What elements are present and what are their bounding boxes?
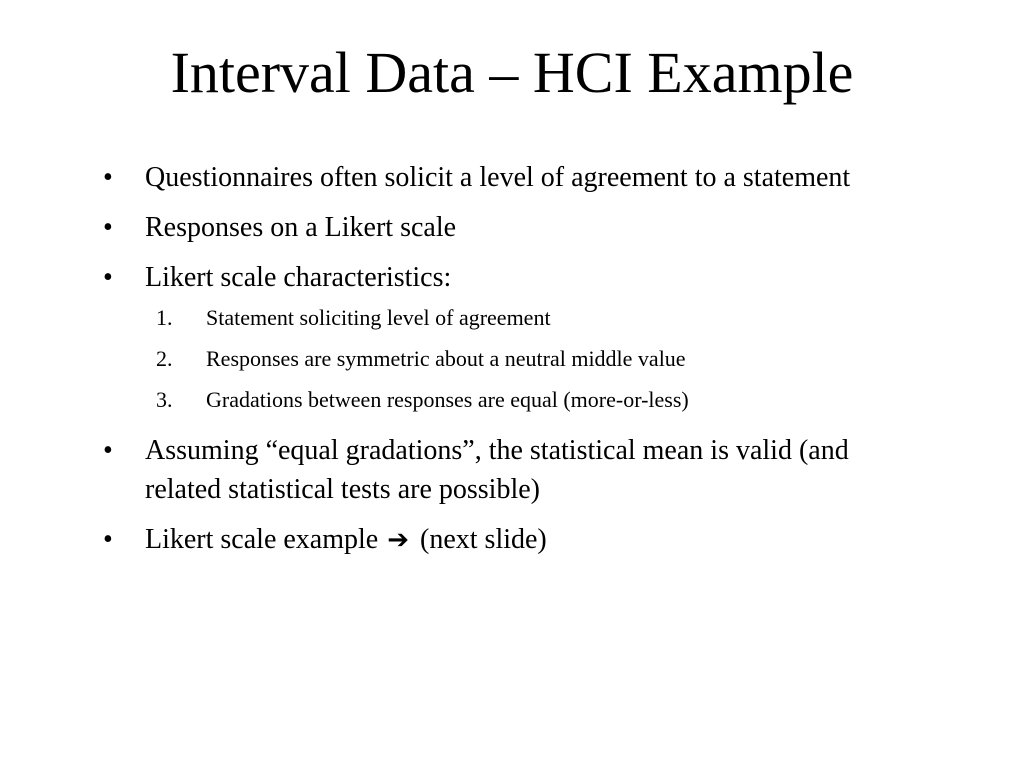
numbered-item — [103, 302, 903, 333]
numbered-item — [103, 343, 903, 374]
bullet-marker: • — [103, 162, 113, 193]
bullet-text: Assuming “equal gradations”, the statistical mean is valid (and related statistical tests are possible) — [145, 435, 849, 505]
numbered-sublist — [103, 302, 903, 415]
item-number: 2. — [156, 346, 173, 371]
slide-title: Interval Data – HCI Example — [170, 40, 854, 105]
bullet-marker: • — [103, 262, 113, 293]
bullet-text: Likert scale example — [145, 524, 379, 555]
item-number: 1. — [156, 305, 173, 330]
bullet-marker: • — [103, 212, 113, 243]
arrow-right-icon: ➔ — [387, 525, 410, 555]
numbered-item — [103, 384, 903, 415]
item-text: Gradations between responses are equal (more-or-less) — [206, 387, 689, 412]
item-text: Statement soliciting level of agreement — [206, 305, 551, 330]
bullet-text: (next slide) — [420, 524, 547, 555]
item-text: Responses are symmetric about a neutral middle value — [206, 346, 686, 371]
bullet-text: Responses on a Likert scale — [145, 212, 457, 243]
bullet-item — [103, 158, 903, 197]
bullet-text: Questionnaires often solicit a level of agreement to a statement — [145, 162, 851, 193]
bullet-list — [103, 158, 903, 571]
bullet-item — [103, 431, 903, 509]
bullet-item — [103, 520, 903, 560]
item-number: 3. — [156, 387, 173, 412]
bullet-item — [103, 258, 903, 297]
bullet-text: Likert scale characteristics: — [145, 262, 452, 293]
bullet-marker: • — [103, 524, 113, 555]
bullet-marker: • — [103, 435, 113, 466]
bullet-item — [103, 208, 903, 247]
numbered-sublist-container — [103, 305, 903, 421]
